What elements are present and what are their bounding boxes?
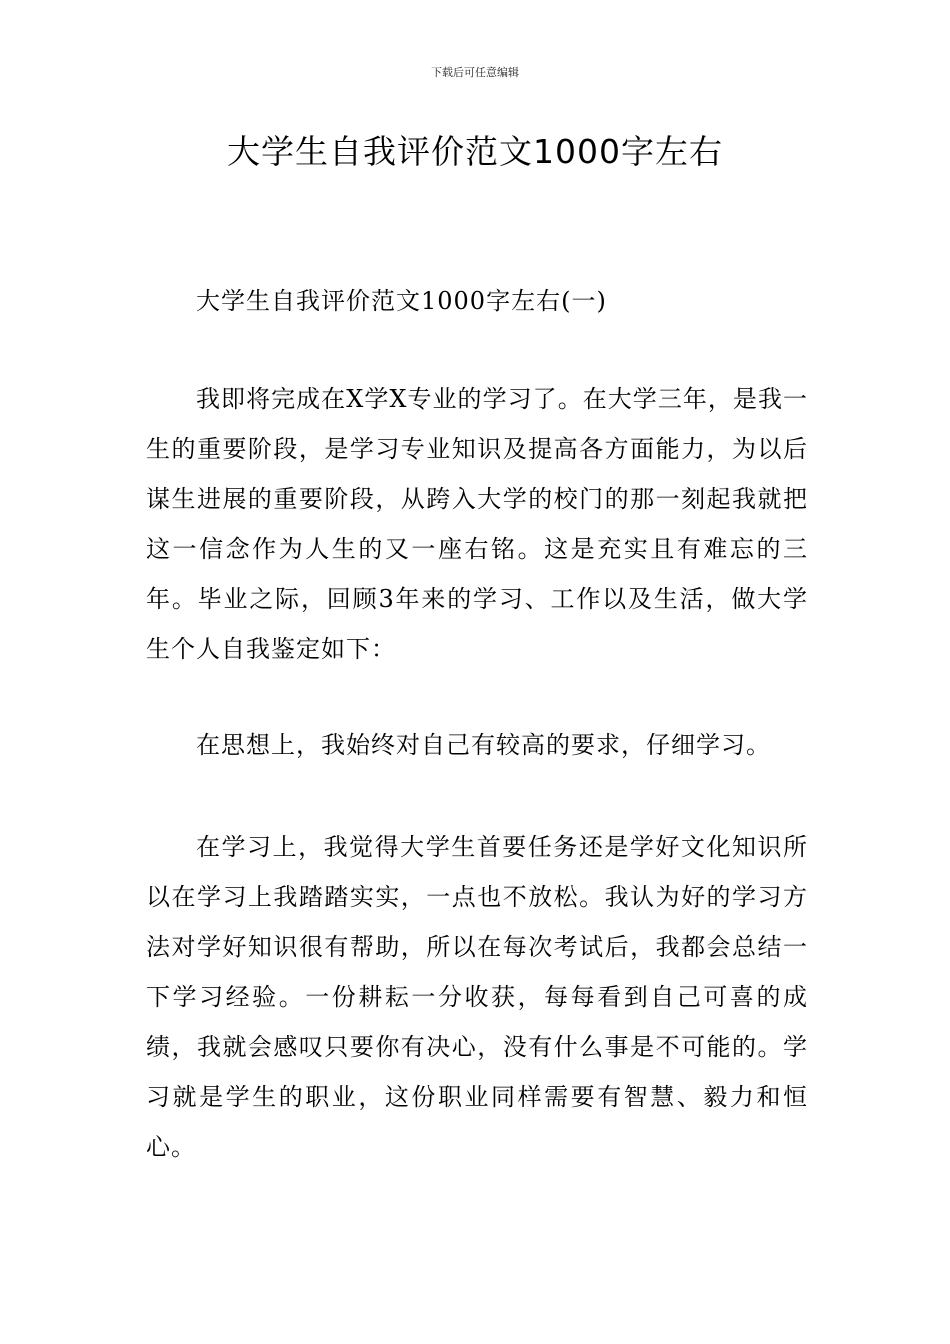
document-title: 大学生自我评价范文1000字左右	[227, 132, 723, 171]
paragraph-thought: 在思想上，我始终对自己有较高的要求，仔细学习。	[196, 731, 771, 759]
paragraph-intro: 我即将完成在X学X专业的学习了。在大学三年，是我一生的重要阶段，是学习专业知识及提高各方面能力，为以后谋生进展的重要阶段，从跨入大学的校门的那一刻起我就把这一信念作为人生的又一座右铭。这是充实且有难忘的三年。毕业之际，回顾3年来的学习、工作以及生活，做大学生个人自我鉴定如下：	[146, 385, 808, 663]
paragraph-study: 在学习上，我觉得大学生首要任务还是学好文化知识所以在学习上我踏踏实实，一点也不放松。我认为好的学习方法对学好知识很有帮助，所以在每次考试后，我都会总结一下学习经验。一份耕耘一分收获，每每看到自己可喜的成绩，我就会感叹只要你有决心，没有什么事是不可能的。学习就是学生的职业，这份职业同样需要有智慧、毅力和恒心。	[146, 833, 808, 1161]
header-note: 下载后可任意编辑	[431, 66, 519, 79]
section-subtitle: 大学生自我评价范文1000字左右(一)	[196, 287, 607, 315]
